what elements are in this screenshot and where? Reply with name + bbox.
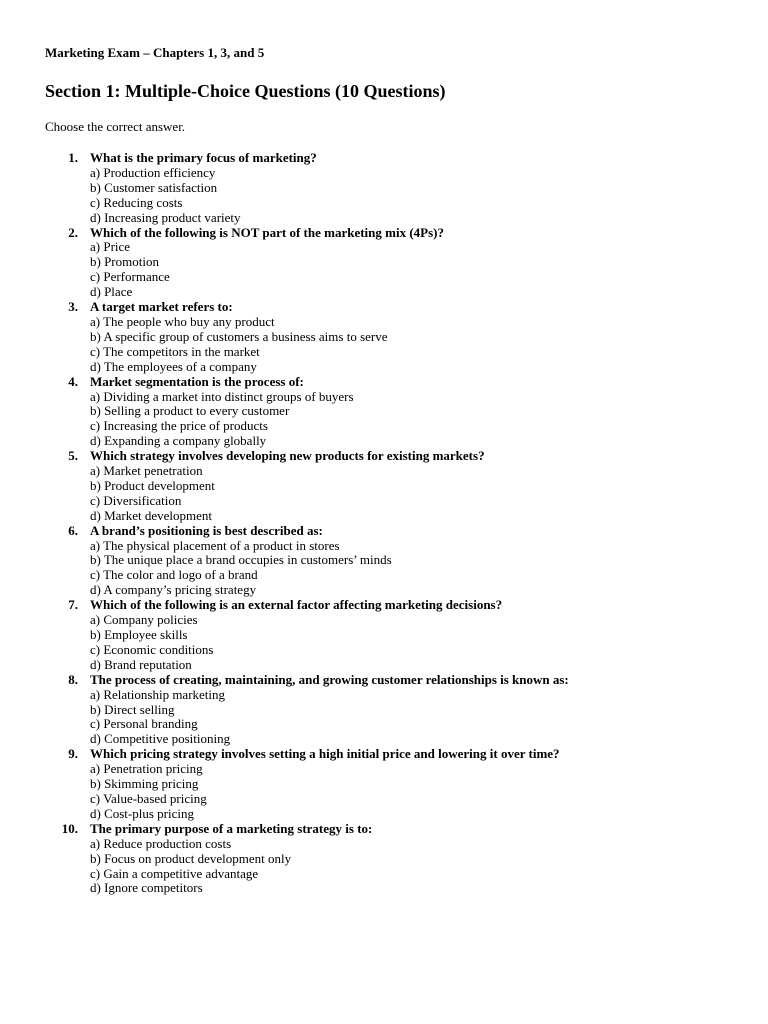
answer-option: a) Penetration pricing [90, 761, 203, 777]
answer-option: c) Gain a competitive advantage [90, 865, 259, 881]
answer-option: d) Cost-plus pricing [90, 805, 194, 821]
answer-option: b) Skimming pricing [90, 776, 199, 792]
question-item [45, 449, 735, 524]
answer-option: c) The competitors in the market [90, 343, 260, 359]
answer-option: b) Product development [90, 477, 215, 493]
answer-option: b) Employee skills [90, 627, 188, 642]
answer-option: b) Direct selling [90, 701, 175, 717]
question-item [45, 598, 735, 673]
answer-option: c) Reducing costs [90, 194, 183, 210]
question-text: Market segmentation is the process of: [90, 373, 304, 389]
question-text: Which pricing strategy involves setting a high initial price and lowering it over time? [90, 746, 560, 762]
question-item [45, 226, 735, 301]
answer-option: b) Focus on product development only [90, 850, 292, 866]
answer-option: b) A specific group of customers a business aims to serve [90, 328, 388, 344]
instruction-text: Choose the correct answer. [45, 119, 186, 134]
question-text: A brand’s positioning is best described as: [90, 522, 323, 538]
answer-option: b) Selling a product to every customer [90, 403, 290, 419]
answer-option: c) Performance [90, 269, 170, 285]
answer-option: d) Market development [90, 507, 213, 523]
answer-option: d) Brand reputation [90, 656, 192, 672]
question-text: The primary purpose of a marketing strategy is to: [90, 820, 373, 836]
question-number: 10. [61, 820, 78, 836]
answer-option: c) Economic conditions [90, 641, 214, 657]
answer-option: c) Increasing the price of products [90, 418, 268, 434]
answer-option: a) Price [90, 239, 131, 255]
question-number: 6. [68, 522, 78, 538]
question-item [45, 524, 735, 599]
question-number: 4. [68, 373, 78, 389]
document-header: Marketing Exam – Chapters 1, 3, and 5 [45, 45, 265, 60]
answer-option: a) Production efficiency [90, 164, 216, 180]
question-text: What is the primary focus of marketing? [90, 150, 317, 165]
answer-option: d) The employees of a company [90, 358, 257, 374]
question-text: Which strategy involves developing new products for existing markets? [90, 448, 485, 464]
answer-option: c) The color and logo of a brand [90, 567, 258, 583]
question-number: 7. [68, 597, 78, 613]
question-text: Which of the following is NOT part of the marketing mix (4Ps)? [90, 224, 444, 240]
exam-page [45, 44, 735, 896]
answer-option: d) Competitive positioning [90, 731, 231, 747]
answer-option: a) The physical placement of a product in stores [90, 537, 340, 553]
answer-option: d) Place [90, 284, 133, 300]
section-title: Section 1: Multiple-Choice Questions (10 Questions) [45, 81, 446, 101]
answer-option: d) Increasing product variety [90, 209, 241, 225]
answer-option: c) Diversification [90, 492, 182, 508]
answer-option: d) Expanding a company globally [90, 433, 267, 449]
answer-option: a) Market penetration [90, 463, 203, 479]
answer-option: a) Reduce production costs [90, 835, 232, 851]
answer-option: c) Personal branding [90, 716, 198, 732]
question-text: Which of the following is an external factor affecting marketing decisions? [90, 597, 503, 613]
answer-option: b) The unique place a brand occupies in customers’ minds [90, 552, 392, 568]
answer-option: a) The people who buy any product [90, 313, 275, 329]
question-number: 1. [68, 150, 78, 165]
question-item [45, 151, 735, 226]
question-item [45, 673, 735, 748]
question-number: 3. [68, 299, 78, 315]
question-item [45, 747, 735, 822]
question-item [45, 822, 735, 897]
answer-option: b) Customer satisfaction [90, 179, 218, 195]
answer-option: b) Promotion [90, 254, 159, 270]
answer-option: c) Value-based pricing [90, 790, 207, 806]
question-list [45, 151, 735, 896]
question-item [45, 300, 735, 375]
question-number: 5. [68, 448, 78, 464]
answer-option: a) Dividing a market into distinct groups of buyers [90, 388, 354, 404]
answer-option: d) A company’s pricing strategy [90, 582, 257, 598]
answer-option: d) Ignore competitors [90, 880, 203, 896]
question-number: 8. [68, 671, 78, 687]
answer-option: a) Company policies [90, 612, 198, 628]
answer-option: a) Relationship marketing [90, 686, 226, 702]
question-text: The process of creating, maintaining, and growing customer relationships is known as: [90, 671, 569, 687]
question-item [45, 375, 735, 450]
question-number: 2. [68, 224, 78, 240]
question-text: A target market refers to: [90, 299, 233, 315]
question-number: 9. [68, 746, 78, 762]
